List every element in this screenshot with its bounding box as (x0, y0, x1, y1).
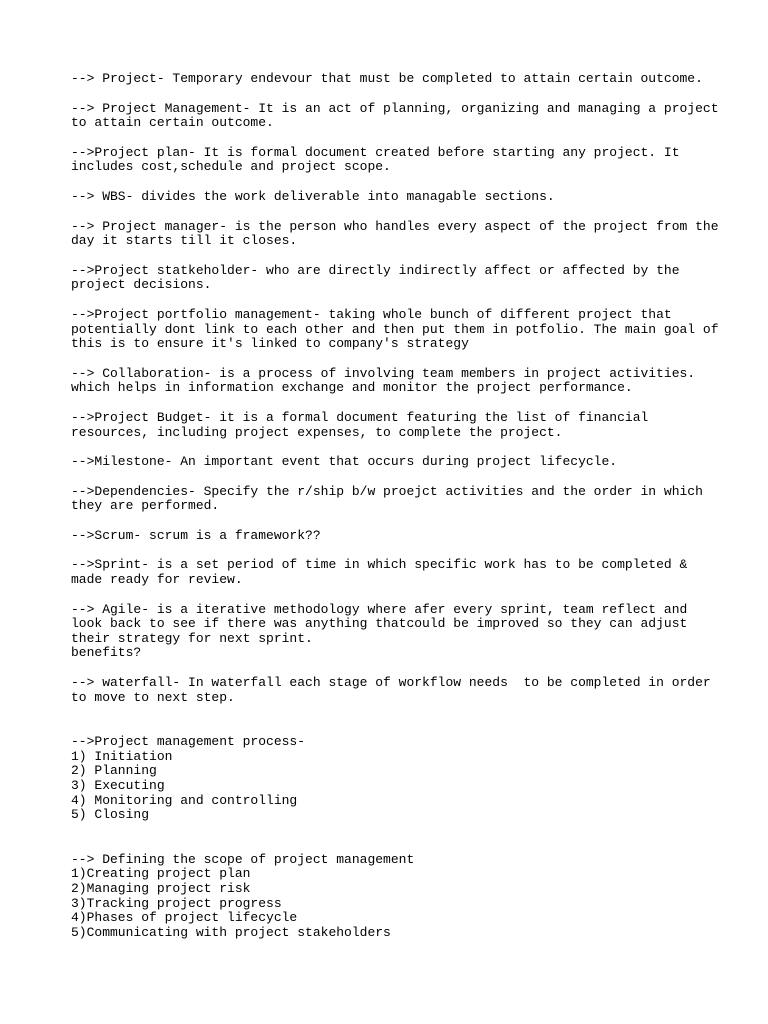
definition-portfolio-management: -->Project portfolio management- taking whole bunch of different project that potentially dont link to each other and then put them in potfolio. The main goal of this is to ensure it's linked to company's strategy (71, 306, 719, 352)
definition-sprint: -->Sprint- is a set period of time in which specific work has to be completed & made ready for review. (71, 557, 688, 588)
scope-item: 4)Phases of project lifecycle (71, 910, 298, 926)
scope-item: 3)Tracking project progress (71, 895, 282, 911)
definition-project-stakeholder: -->Project statkeholder- who are directly indirectly affect or affected by the project decisions. (71, 262, 680, 293)
definition-collaboration: --> Collaboration- is a process of involving team members in project activities. which helps in information exchange and monitor the project performance. (71, 365, 696, 396)
process-item: 1) Initiation (71, 748, 173, 764)
process-section (71, 735, 711, 823)
process-item: 4) Monitoring and controlling (71, 792, 298, 808)
definition-project-budget: -->Project Budget- it is a formal document featuring the list of financial resources, including project expenses, to complete the project. (71, 409, 649, 440)
process-title: -->Project management process- (71, 734, 306, 750)
definition-project-management: --> Project Management- It is an act of planning, organizing and managing a project to attain certain outcome. (71, 100, 719, 131)
definition-dependencies: -->Dependencies- Specify the r/ship b/w proejct activities and the order in which they are performed. (71, 483, 703, 514)
definition-project-plan: -->Project plan- It is formal document created before starting any project. It includes cost,schedule and project scope. (71, 144, 680, 175)
process-item: 3) Executing (71, 778, 165, 793)
scope-title: --> Defining the scope of project management (71, 851, 415, 867)
process-item: 2) Planning (71, 763, 157, 779)
document-page (71, 71, 719, 970)
definition-waterfall: --> waterfall- In waterfall each stage of workflow needs to be completed in order to move to next step. (71, 675, 711, 705)
scope-item: 1)Creating project plan (71, 866, 251, 882)
definition-project: --> Project- Temporary endevour that must be completed to attain certain outcome. (71, 71, 703, 86)
scope-section (71, 853, 711, 941)
scope-item: 2)Managing project risk (71, 880, 251, 896)
process-item: 5) Closing (71, 807, 150, 823)
definition-scrum: -->Scrum- scrum is a framework?? (71, 527, 321, 543)
definition-milestone: -->Milestone- An important event that occurs during project lifecycle. (71, 454, 618, 470)
definition-agile: --> Agile- is a iterative methodology where afer every sprint, team reflect and look back to see if there was anything thatcould be improved so they can adjust their strategy for next sprint. benefits? (71, 601, 688, 661)
definition-wbs: --> WBS- divides the work deliverable into managable sections. (71, 188, 555, 204)
definition-project-manager: --> Project manager- is the person who handles every aspect of the project from the day it starts till it closes. (71, 218, 719, 249)
scope-item: 5)Communicating with project stakeholders (71, 924, 391, 940)
